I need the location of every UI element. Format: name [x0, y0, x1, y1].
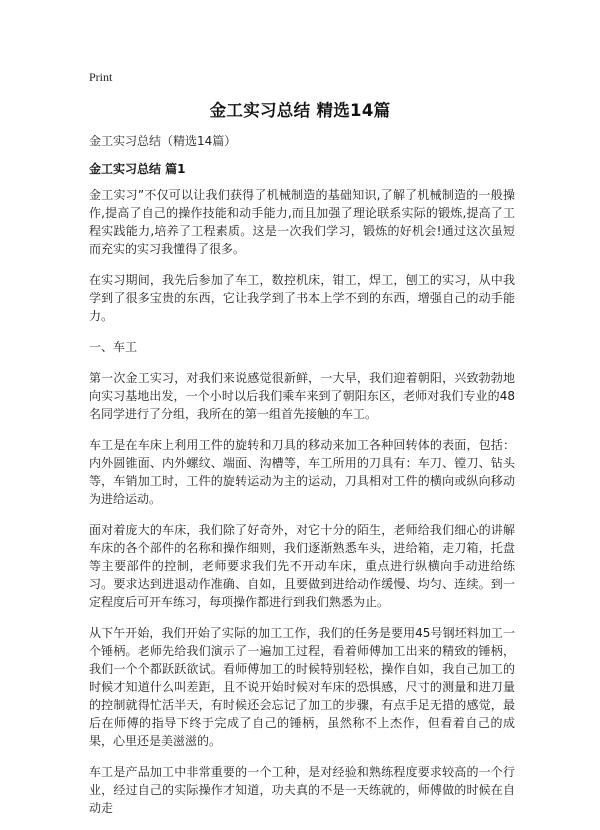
- subsection-heading-lathe: 一、车工: [89, 340, 138, 354]
- paragraph-lathe-importance: 车工是产品加工中非常重要的一个工种，是对经验和熟练程度要求较高的一个行业，经过自己的实际操作才知道，功夫真的不是一天练就的，师傅做的时候在自动走: [89, 765, 515, 815]
- section-heading: 金工实习总结 篇1: [89, 162, 186, 176]
- paragraph-lathe-definition: 车工是在车床上利用工件的旋转和刀具的移动来加工各种回转体的表面，包括：内外圆锥面、内外螺纹、端面、沟槽等，车工所用的刀具有：车刀、镗刀、钻头等，车销加工时，工件的旋转运动为主的运动，刀具相对工件的横向或纵向移动为进给运动。: [89, 438, 515, 506]
- paragraph-lathe-training: 面对着庞大的车床，我们除了好奇外，对它十分的陌生，老师给我们细心的讲解车床的各个部件的名称和操作细则，我们逐渐熟悉车头，进给箱，走刀箱，托盘等主要部件的控制，老师要求我们先不开动车床，重点进行纵横向手动进给练习。要求达到进退动作准确、自如，且要做到进给动作缓慢、均匀、连续。到一定程度后可开车练习，每项操作都进行到我们熟悉为止。: [89, 523, 515, 609]
- body-text: [89, 186, 515, 830]
- document-title: 金工实习总结 精选14篇: [209, 101, 391, 120]
- paragraph-internship-overview: 在实习期间，我先后参加了车工，数控机床，钳工，焊工，刨工的实习，从中我学到了很多宝贵的东西，它让我学到了书本上学不到的东西，增强自己的动手能力。: [89, 273, 515, 323]
- document-subtitle: 金工实习总结（精选14篇）: [89, 134, 237, 148]
- paragraph-first-day: 第一次金工实习，对我们来说感觉很新鲜，一大早，我们迎着朝阳，兴致勃勃地向实习基地出发，一个小时以后我们乘车来到了朝阳东区，老师对我们专业的48名同学进行了分组，我所在的第一组首先接触的车工。: [89, 371, 515, 421]
- print-label: Print: [89, 70, 113, 84]
- paragraph-intro: 金工实习”不仅可以让我们获得了机械制造的基础知识,了解了机械制造的一般操作,提高了自己的操作技能和动手能力,而且加强了理论联系实际的锻炼,提高了工程实践能力,培养了工程素质。这是一次我们学习，锻炼的好机会!通过这次虽短而充实的实习我懂得了很多。: [89, 188, 515, 256]
- paragraph-afternoon-work: 从下午开始，我们开始了实际的加工工作，我们的任务是要用45号钢坯料加工一个锤柄。老师先给我们演示了一遍加工过程，看着师傅加工出来的精致的锤柄，我们一个个都跃跃欲试。看师傅加工的时候特别轻松，操作自如，我自己加工的时候才知道什么叫差距，且不说开始时候对车床的恐惧感，尺寸的测量和进刀量的控制就得忙活半天，有时候还会忘记了加工的步骤，有点手足无措的感觉，最后在师傅的指导下终于完成了自己的锤柄，虽然称不上杰作，但看着自己的成果，心里还是美滋滋的。: [89, 626, 515, 748]
